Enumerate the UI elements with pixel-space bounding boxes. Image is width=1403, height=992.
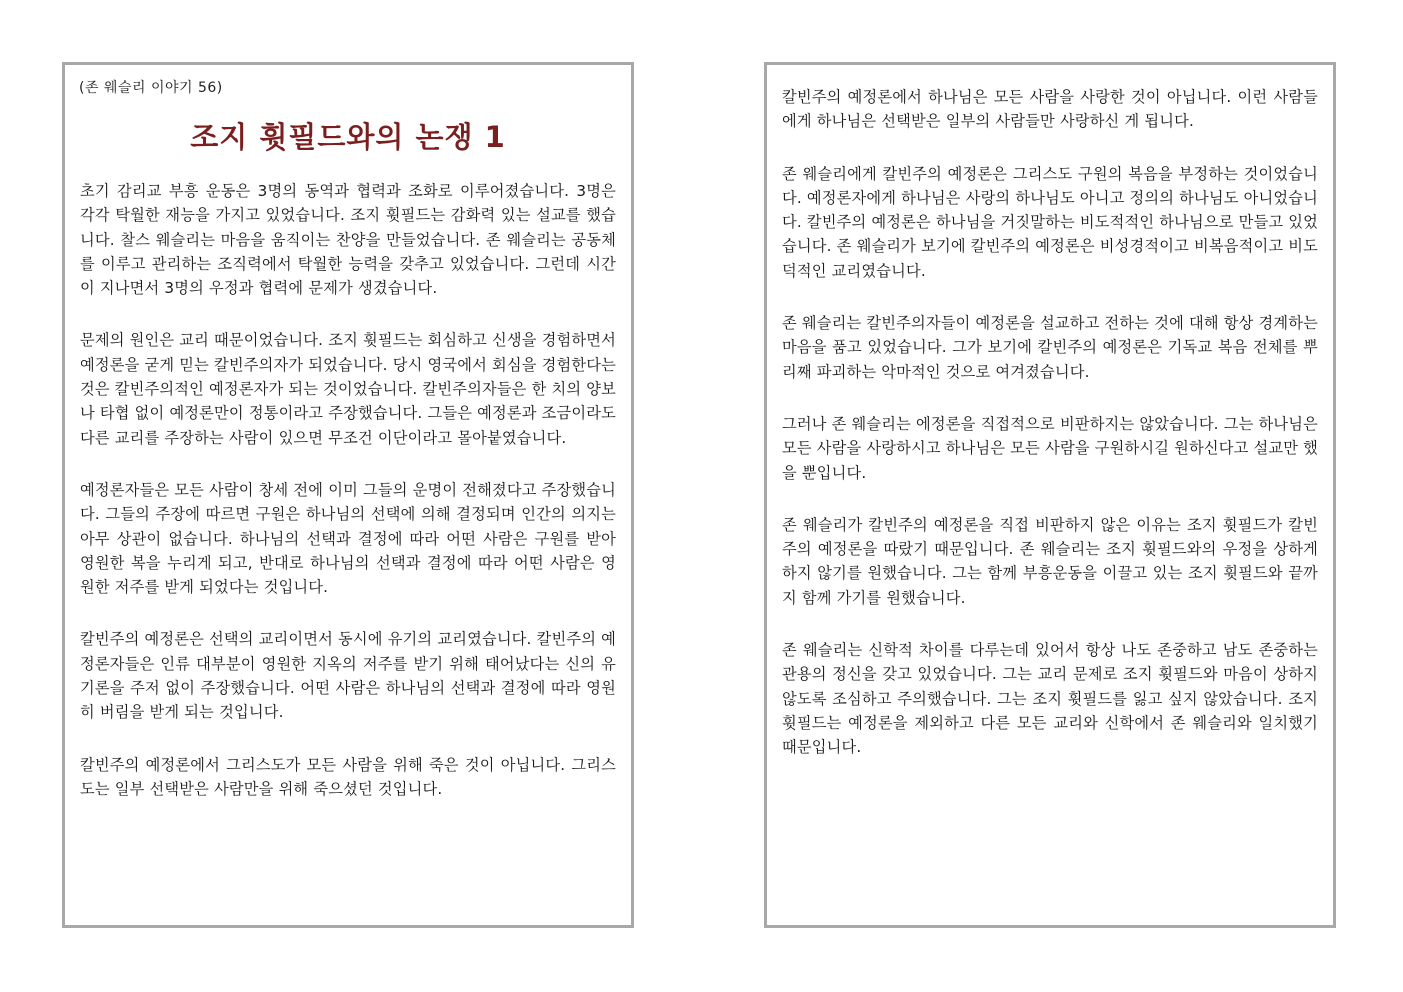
left-page-body	[80, 179, 616, 829]
paragraph: 문제의 원인은 교리 때문이었습니다. 조지 휫필드는 회심하고 신생을 경험하면서 예정론을 굳게 믿는 칼빈주의자가 되었습니다. 당시 영국에서 회심을 경험한다는 것은 칼빈주의적인 예정론자가 되는 것이었습니다. 칼빈주의자들은 한 치의 양보나 타협 없이 예정론만이 정통이라고 주장했습니다. 그들은 예정론과 조금이라도 다른 교리를 주장하는 사람이 있으면 무조건 이단이라고 몰아붙였습니다.	[80, 331, 616, 447]
paragraph: 칼빈주의 예정론에서 그리스도가 모든 사람을 위해 죽은 것이 아닙니다. 그리스도는 일부 선택받은 사람만을 위해 죽으셨던 것입니다.	[80, 755, 616, 798]
paragraph: 존 웨슬리가 칼빈주의 예정론을 직접 비판하지 않은 이유는 조지 휫필드가 칼빈주의 예정론을 따랐기 때문입니다. 존 웨슬리는 조지 휫필드와의 우정을 상하게 하지 않기를 원했습니다. 그는 함께 부흥운동을 이끌고 있는 조지 휫필드와 끝까지 함께 가기를 원했습니다.	[782, 515, 1318, 607]
paragraph: 존 웨슬리에게 칼빈주의 예정론은 그리스도 구원의 복음을 부정하는 것이었습니다. 예정론자에게 하나님은 사랑의 하나님도 아니고 정의의 하나님도 아니었습니다. 칼빈주의 예정론은 하나님을 거짓말하는 비도적적인 하나님으로 만들고 있었습니다. 존 웨슬리가 보기에 칼빈주의 예정론은 비성경적이고 비복음적이고 비도덕적인 교리였습니다.	[782, 164, 1318, 280]
right-page-body	[782, 85, 1318, 788]
paragraph: 예정론자들은 모든 사람이 창세 전에 이미 그들의 운명이 전해졌다고 주장했습니다. 그들의 주장에 따르면 구원은 하나님의 선택에 의해 결정되며 인간의 의지는 아무 상관이 없습니다. 하나님의 선택과 결정에 따라 어떤 사람은 구원를 받아 영원한 복을 누리게 되고, 반대로 하나님의 선택과 결정에 따라 어떤 사람은 영원한 저주를 받게 되었다는 것입니다.	[80, 480, 616, 597]
paragraph: 칼빈주의 예정론에서 하나님은 모든 사람을 사랑한 것이 아닙니다. 이런 사람들에게 하나님은 선택받은 일부의 사람들만 사랑하신 게 됩니다.	[782, 88, 1318, 131]
paragraph: 그러나 존 웨슬리는 에정론을 직접적으로 비판하지는 않았습니다. 그는 하나님은 모든 사람을 사랑하시고 하나님은 모든 사람을 구원하시길 원하신다고 설교만 했을 뿐입니다.	[782, 414, 1318, 482]
page-title: 조지 휫필드와의 논쟁 1	[190, 120, 506, 154]
right-page	[764, 62, 1336, 928]
left-page	[62, 62, 634, 928]
paragraph: 칼빈주의 예정론은 선택의 교리이면서 동시에 유기의 교리였습니다. 칼빈주의 예정론자들은 인류 대부분이 영원한 지옥의 저주를 받기 위해 태어났다는 신의 유기론을 주저 없이 주장했습니다. 어떤 사람은 하나님의 선택과 결정에 따라 영원히 버림을 받게 되는 것입니다.	[80, 630, 616, 722]
paragraph: 존 웨슬리는 칼빈주의자들이 예정론을 설교하고 전하는 것에 대해 항상 경계하는 마음을 품고 있었습니다. 그가 보기에 칼빈주의 예정론은 기독교 복음 전체를 뿌리째 파괴하는 악마적인 것으로 여겨졌습니다.	[782, 314, 1318, 381]
series-label: (존 웨슬리 이야기 56)	[79, 80, 223, 96]
paragraph: 존 웨슬리는 신학적 차이를 다루는데 있어서 항상 나도 존중하고 남도 존중하는 관용의 정신을 갖고 있었습니다. 그는 교리 문제로 조지 휫필드와 마음이 상하지 않도록 조심하고 주의했습니다. 그는 조지 휫필드를 잃고 싶지 않았습니다. 조지 휫필드는 예정론을 제외하고 다른 모든 교리와 신학에서 존 웨슬리와 일치했기 때문입니다.	[782, 641, 1318, 757]
paragraph: 초기 감리교 부흥 운동은 3명의 동역과 협력과 조화로 이루어졌습니다. 3명은 각각 탁월한 재능을 가지고 있었습니다. 조지 휫필드는 감화력 있는 설교를 했습니다. 찰스 웨슬리는 마음을 움직이는 찬양을 만들었습니다. 존 웨슬리는 공동체를 이루고 관리하는 조직력에서 탁월한 능력을 갖추고 있었습니다. 그런데 시간이 지나면서 3명의 우정과 협력에 문제가 생겼습니다.	[80, 182, 616, 298]
